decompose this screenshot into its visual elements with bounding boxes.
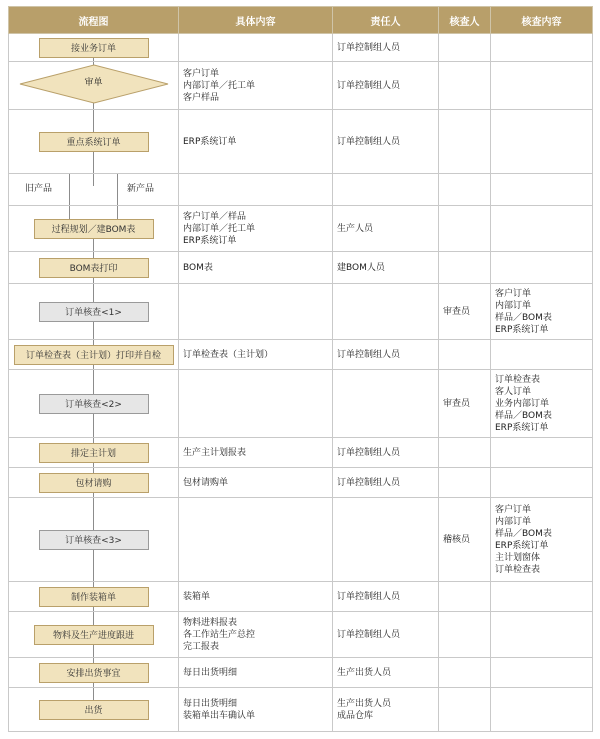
content-cell: 装箱单 [179, 582, 333, 612]
content-cell [179, 370, 333, 438]
content-cell: 客户订单 内部订单／托工单 客户样品 [179, 62, 333, 110]
check-content-cell [491, 612, 593, 658]
flow-cell [9, 438, 179, 468]
flow-step-shipment: 出货 [39, 700, 149, 720]
check-content-cell [491, 582, 593, 612]
owner-cell: 订单控制组人员 [333, 612, 439, 658]
check-content-cell: 客户订单 内部订单 样品／BOM表 ERP系统订单 主计划窗体 订单检查表 [491, 498, 593, 582]
owner-cell [333, 284, 439, 340]
check-content-cell: 客户订单 内部订单 样品／BOM表 ERP系统订单 [491, 284, 593, 340]
flow-cell [9, 658, 179, 688]
check-content-cell [491, 438, 593, 468]
content-cell [179, 34, 333, 62]
flow-step-key-system-order: 重点系统订单 [39, 132, 149, 152]
header-check-content: 核查内容 [491, 7, 593, 34]
owner-cell: 生产人员 [333, 206, 439, 252]
content-cell: 每日出货明细 装箱单出车确认单 [179, 688, 333, 732]
flow-step-order-check-3: 订单核查<3> [39, 530, 149, 550]
table-row [9, 582, 593, 612]
owner-cell [333, 370, 439, 438]
content-cell [179, 498, 333, 582]
owner-cell [333, 174, 439, 206]
flow-step-order-check-1: 订单核查<1> [39, 302, 149, 322]
flow-step-order-check-2: 订单核查<2> [39, 394, 149, 414]
flow-step-arrange-shipment: 安排出货事宜 [39, 663, 149, 683]
checker-cell: 稽核员 [439, 498, 491, 582]
flow-cell [9, 688, 179, 732]
order-flow-table [8, 6, 593, 732]
content-cell: 生产主计划报表 [179, 438, 333, 468]
checker-cell: 审查员 [439, 284, 491, 340]
checker-cell [439, 582, 491, 612]
flow-decision-review [19, 64, 169, 104]
table-row [9, 284, 593, 340]
check-content-cell [491, 62, 593, 110]
owner-cell: 订单控制组人员 [333, 582, 439, 612]
flowchart-table-wrapper [8, 6, 592, 732]
flow-cell [9, 284, 179, 340]
header-row [9, 7, 593, 34]
check-content-cell [491, 206, 593, 252]
checker-cell [439, 438, 491, 468]
flow-step-master-plan: 排定主计划 [39, 443, 149, 463]
content-cell: 客户订单／样品 内部订单／托工单 ERP系统订单 [179, 206, 333, 252]
flow-cell [9, 62, 179, 110]
checker-cell: 审查员 [439, 370, 491, 438]
flow-cell [9, 34, 179, 62]
check-content-cell [491, 34, 593, 62]
checker-cell [439, 688, 491, 732]
check-content-cell [491, 340, 593, 370]
table-row [9, 370, 593, 438]
checker-cell [439, 468, 491, 498]
owner-cell: 生产出货人员 [333, 658, 439, 688]
checker-cell [439, 252, 491, 284]
table-row [9, 62, 593, 110]
checker-cell [439, 612, 491, 658]
checker-cell [439, 62, 491, 110]
header-checker: 核查人 [439, 7, 491, 34]
table-row [9, 688, 593, 732]
checker-cell [439, 658, 491, 688]
flow-step-receive-order: 接业务订单 [39, 38, 149, 58]
flow-step-process-planning: 过程规划／建BOM表 [34, 219, 154, 239]
flow-cell-branch [9, 174, 179, 206]
content-cell [179, 284, 333, 340]
check-content-cell [491, 110, 593, 174]
flow-cell [9, 612, 179, 658]
content-cell: 每日出货明细 [179, 658, 333, 688]
content-cell: 包材请购单 [179, 468, 333, 498]
checker-cell [439, 174, 491, 206]
check-content-cell [491, 468, 593, 498]
branch-label-new-product: 新产品 [127, 184, 155, 194]
checker-cell [439, 206, 491, 252]
flow-cell [9, 110, 179, 174]
flow-step-packaging-purchase: 包材请购 [39, 473, 149, 493]
check-content-cell [491, 658, 593, 688]
checker-cell [439, 34, 491, 62]
branch-label-old-product: 旧产品 [25, 184, 53, 194]
table-row [9, 252, 593, 284]
owner-cell: 订单控制组人员 [333, 438, 439, 468]
check-content-cell: 订单检查表 客人订单 业务内部订单 样品／BOM表 ERP系统订单 [491, 370, 593, 438]
content-cell [179, 174, 333, 206]
content-cell: ERP系统订单 [179, 110, 333, 174]
owner-cell: 订单控制组人员 [333, 62, 439, 110]
table-row [9, 438, 593, 468]
table-row [9, 658, 593, 688]
flow-cell [9, 468, 179, 498]
table-row [9, 174, 593, 206]
owner-cell [333, 498, 439, 582]
owner-cell: 建BOM人员 [333, 252, 439, 284]
header-flowchart: 流程图 [9, 7, 179, 34]
table-row [9, 206, 593, 252]
header-owner: 责任人 [333, 7, 439, 34]
header-content: 具体内容 [179, 7, 333, 34]
flow-cell [9, 498, 179, 582]
owner-cell: 订单控制组人员 [333, 110, 439, 174]
content-cell: BOM表 [179, 252, 333, 284]
owner-cell: 订单控制组人员 [333, 468, 439, 498]
check-content-cell [491, 252, 593, 284]
flow-cell [9, 252, 179, 284]
flow-step-progress-follow-up: 物料及生产进度跟进 [34, 625, 154, 645]
flow-cell [9, 582, 179, 612]
flow-step-print-bom: BOM表打印 [39, 258, 149, 278]
table-row [9, 340, 593, 370]
table-row [9, 612, 593, 658]
flow-cell [9, 340, 179, 370]
owner-cell: 订单控制组人员 [333, 340, 439, 370]
content-cell: 物料进料报表 各工作站生产总控 完工报表 [179, 612, 333, 658]
flow-step-packing-list: 制作装箱单 [39, 587, 149, 607]
check-content-cell [491, 688, 593, 732]
checker-cell [439, 110, 491, 174]
table-row [9, 34, 593, 62]
table-row [9, 110, 593, 174]
table-row [9, 468, 593, 498]
flow-cell [9, 370, 179, 438]
decision-label: 审单 [84, 77, 103, 88]
flow-step-print-checklist: 订单检查表（主计划）打印并自检 [14, 345, 174, 365]
check-content-cell [491, 174, 593, 206]
table-row [9, 498, 593, 582]
owner-cell: 订单控制组人员 [333, 34, 439, 62]
checker-cell [439, 340, 491, 370]
content-cell: 订单检查表（主计划） [179, 340, 333, 370]
owner-cell: 生产出货人员 成品仓库 [333, 688, 439, 732]
flow-cell [9, 206, 179, 252]
